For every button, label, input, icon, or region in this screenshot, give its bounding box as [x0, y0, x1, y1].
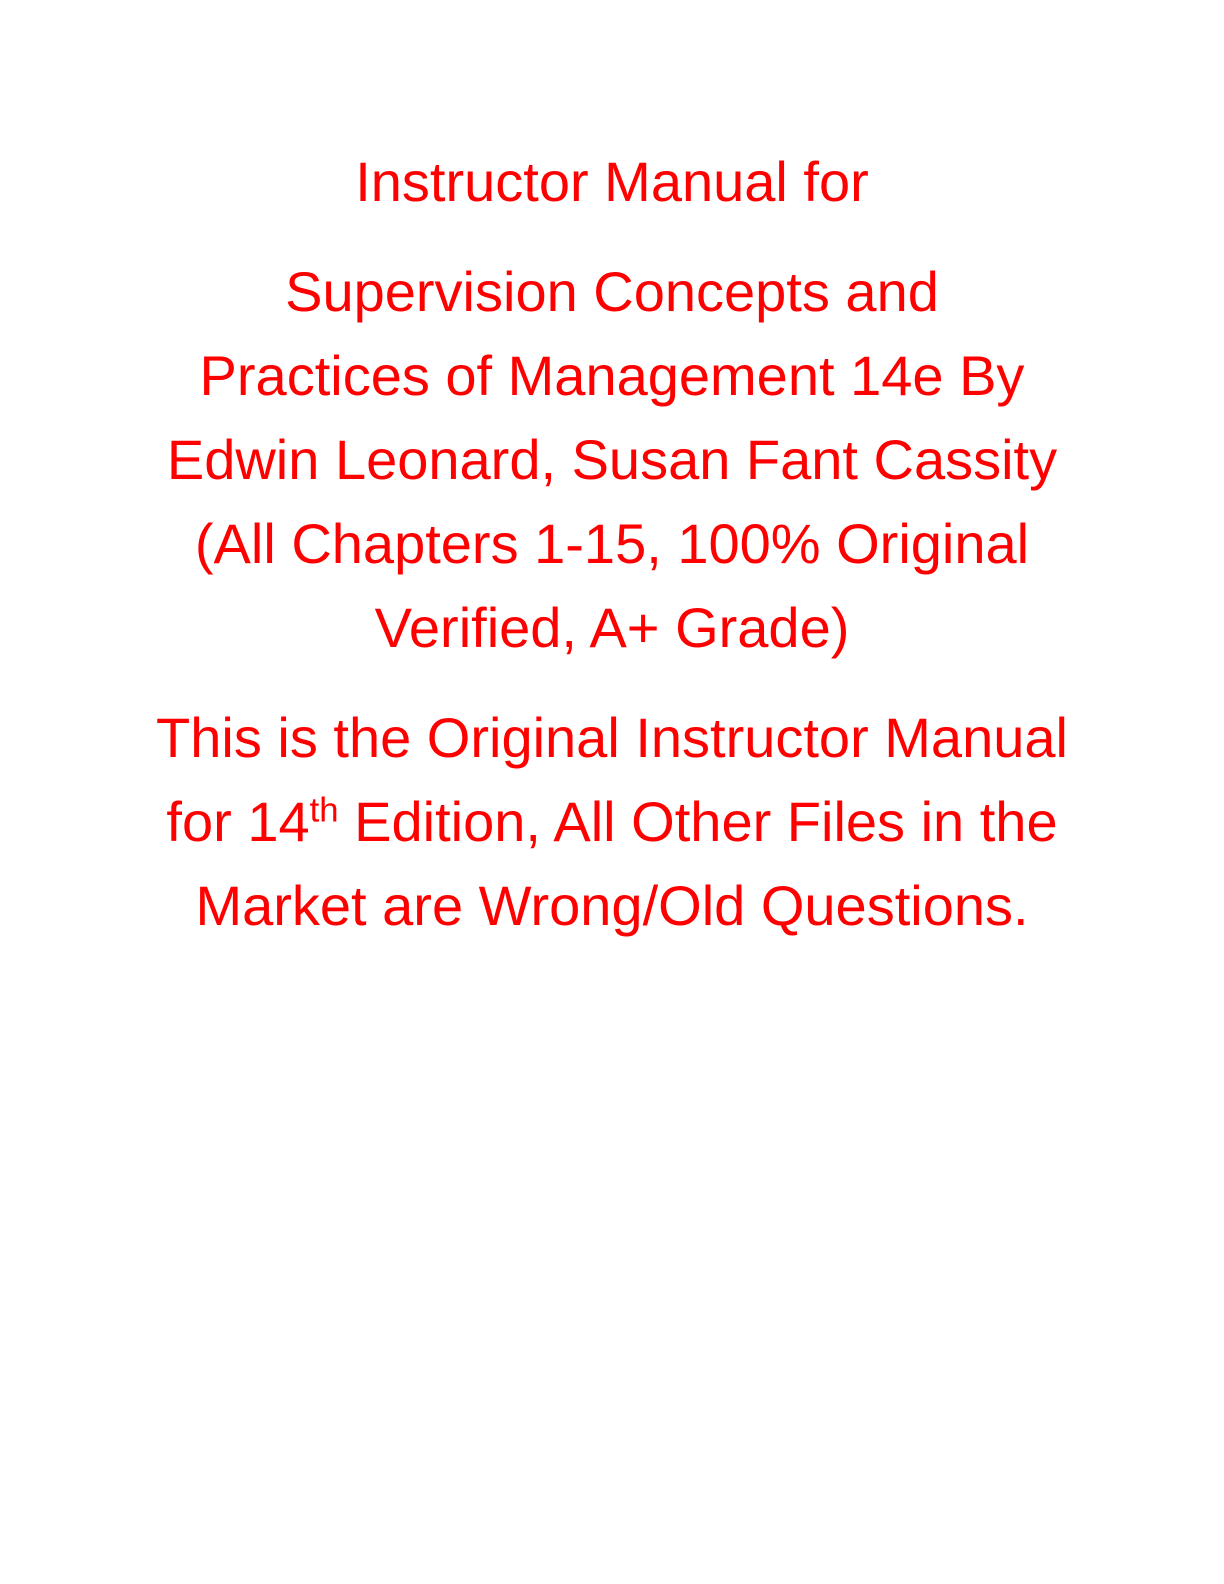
subtitle-line-1: Supervision Concepts and — [285, 260, 939, 323]
subtitle-line-3: Edwin Leonard, Susan Fant Cassity — [166, 428, 1058, 491]
note-line-1: This is the Original Instructor Manual — [156, 706, 1068, 769]
title-line: Instructor Manual for — [355, 150, 869, 213]
note-line-2-text-cont: Edition, All Other Files in the — [338, 790, 1058, 853]
note-line-2 — [100, 780, 1124, 864]
note-paragraph — [100, 696, 1124, 948]
title-paragraph — [100, 140, 1124, 224]
subtitle-line-5: Verified, A+ Grade) — [374, 596, 850, 659]
note-line-2-text: for 14 — [166, 790, 310, 853]
note-line-3: Market are Wrong/Old Questions. — [195, 874, 1029, 937]
subtitle-line-2: Practices of Management 14e By — [199, 344, 1025, 407]
ordinal-superscript: th — [309, 791, 339, 830]
subtitle-line-4: (All Chapters 1-15, 100% Original — [194, 512, 1030, 575]
subtitle-paragraph — [100, 250, 1124, 670]
